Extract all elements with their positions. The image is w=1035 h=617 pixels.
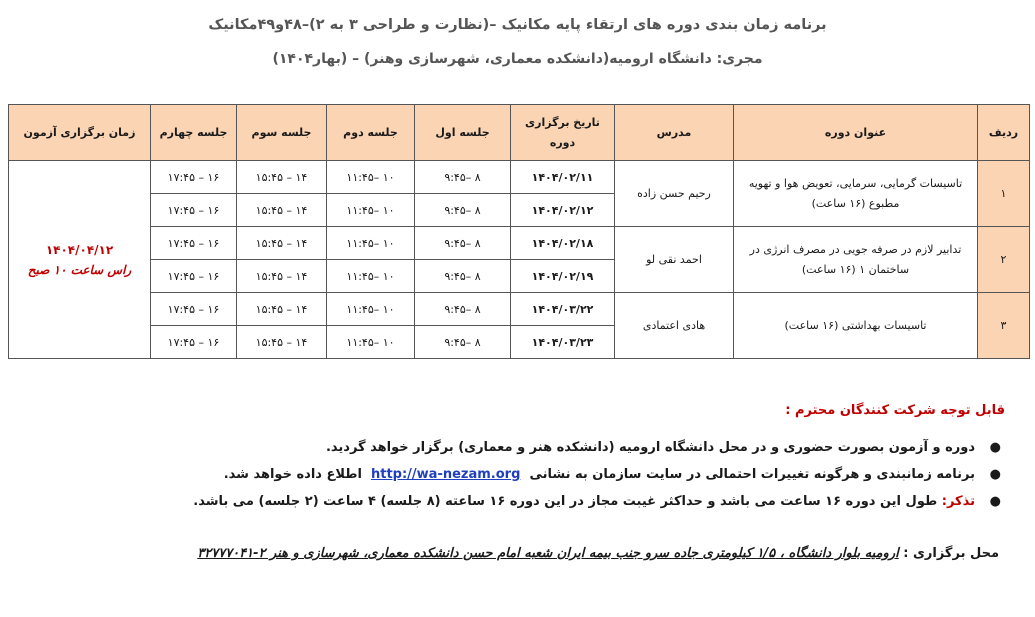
bullet-icon: ● (989, 494, 1001, 509)
header-course-title: عنوان دوره (734, 105, 978, 161)
cell-session1: ۸ –۹:۴۵ (415, 326, 511, 359)
cell-session3: ۱۴ – ۱۵:۴۵ (237, 161, 327, 194)
cell-session1: ۸ –۹:۴۵ (415, 227, 511, 260)
cell-date: ۱۴۰۴/۰۳/۲۲ (511, 293, 615, 326)
header-session3: جلسه سوم (237, 105, 327, 161)
notice-text: طول این دوره ۱۶ ساعت می باشد و حداکثر غیبت مجاز در این دوره ۱۶ ساعته (۸ جلسه) ۴ ساعت (۲ جلسه) می باشد. (193, 494, 938, 509)
header-session2: جلسه دوم (327, 105, 415, 161)
cell-session3: ۱۴ – ۱۵:۴۵ (237, 260, 327, 293)
cell-radif: ۱ (978, 161, 1030, 227)
table-row (9, 293, 1030, 326)
cell-teacher: رحیم حسن زاده (615, 161, 734, 227)
cell-session1: ۸ –۹:۴۵ (415, 293, 511, 326)
notice-list (25, 438, 1005, 519)
cell-session2: ۱۰ –۱۱:۴۵ (327, 260, 415, 293)
cell-course-title: تاسیسات گرمایی، سرمایی، تعویض هوا و تهویه مطبوع (۱۶ ساعت) (734, 161, 978, 227)
header-session1: جلسه اول (415, 105, 511, 161)
cell-session2: ۱۰ –۱۱:۴۵ (327, 161, 415, 194)
header-exam: زمان برگزاری آزمون (9, 105, 151, 161)
cell-course-title: تدابیر لازم در صرفه جویی در مصرف انرژی در ساختمان ۱ (۱۶ ساعت) (734, 227, 978, 293)
notice-text: اطلاع داده خواهد شد. (223, 467, 362, 482)
cell-teacher: احمد نقی لو (615, 227, 734, 293)
cell-session1: ۸ –۹:۴۵ (415, 260, 511, 293)
bullet-icon: ● (989, 467, 1001, 482)
cell-course-title: تاسیسات بهداشتی (۱۶ ساعت) (734, 293, 978, 359)
cell-date: ۱۴۰۴/۰۲/۱۹ (511, 260, 615, 293)
cell-session3: ۱۴ – ۱۵:۴۵ (237, 293, 327, 326)
page-subtitle: مجری: دانشگاه ارومیه(دانشکده معماری، شهرسازی وهنر) – (بهار۱۴۰۴) (272, 51, 763, 67)
cell-exam (9, 161, 151, 359)
venue-address (197, 543, 999, 565)
cell-session4: ۱۶ – ۱۷:۴۵ (151, 161, 237, 194)
cell-date: ۱۴۰۴/۰۲/۱۱ (511, 161, 615, 194)
table-row (9, 161, 1030, 194)
cell-session2: ۱۰ –۱۱:۴۵ (327, 326, 415, 359)
header-radif: ردیف (978, 105, 1030, 161)
bullet-icon: ● (989, 440, 1001, 455)
table-row (9, 227, 1030, 260)
list-item (25, 465, 1005, 485)
page-title: برنامه زمان بندی دوره های ارتقاء پایه مکانیک –(نظارت و طراحی ۳ به ۲)–۴۸و۴۹مکانیک (208, 17, 827, 33)
cell-date: ۱۴۰۴/۰۲/۱۲ (511, 194, 615, 227)
cell-teacher: هادی اعتمادی (615, 293, 734, 359)
website-link[interactable]: http://wa-nezam.org (370, 467, 521, 482)
cell-session4: ۱۶ – ۱۷:۴۵ (151, 227, 237, 260)
cell-session3: ۱۴ – ۱۵:۴۵ (237, 194, 327, 227)
cell-session2: ۱۰ –۱۱:۴۵ (327, 227, 415, 260)
list-item (25, 438, 1005, 458)
address-text: ارومیه بلوار دانشگاه ، ۱/۵ کیلومتری جاده سرو جنب بیمه ایران شعبه امام حسن دانشکده معماری، شهرسازی و هنر ۲-۳۲۷۷۷۰۴۱ (197, 546, 899, 561)
header-date: تاریخ برگزاری دوره (511, 105, 615, 161)
cell-radif: ۲ (978, 227, 1030, 293)
header-session4: جلسه چهارم (151, 105, 237, 161)
header-teacher: مدرس (615, 105, 734, 161)
reminder-label: تذکر: (941, 494, 975, 509)
list-item (25, 492, 1005, 512)
cell-session3: ۱۴ – ۱۵:۴۵ (237, 326, 327, 359)
cell-session4: ۱۶ – ۱۷:۴۵ (151, 260, 237, 293)
exam-date: ۱۴۰۴/۰۴/۱۲ (45, 242, 114, 257)
cell-session4: ۱۶ – ۱۷:۴۵ (151, 293, 237, 326)
cell-date: ۱۴۰۴/۰۲/۱۸ (511, 227, 615, 260)
page-header (0, 14, 1035, 70)
notice-text: دوره و آزمون بصورت حضوری و در محل دانشگاه ارومیه (دانشکده هنر و معماری) برگزار خواهد گردید. (325, 440, 975, 455)
cell-session1: ۸ –۹:۴۵ (415, 161, 511, 194)
table-header-row (9, 105, 1030, 161)
cell-session4: ۱۶ – ۱۷:۴۵ (151, 194, 237, 227)
cell-session1: ۸ –۹:۴۵ (415, 194, 511, 227)
cell-session2: ۱۰ –۱۱:۴۵ (327, 194, 415, 227)
cell-session4: ۱۶ – ۱۷:۴۵ (151, 326, 237, 359)
notice-text: برنامه زمانبندی و هرگونه تغییرات احتمالی در سایت سازمان به نشانی (529, 467, 975, 482)
schedule-table (8, 104, 1030, 359)
cell-date: ۱۴۰۴/۰۳/۲۳ (511, 326, 615, 359)
cell-session2: ۱۰ –۱۱:۴۵ (327, 293, 415, 326)
address-label: محل برگزاری : (903, 546, 999, 561)
cell-radif: ۳ (978, 293, 1030, 359)
cell-session3: ۱۴ – ۱۵:۴۵ (237, 227, 327, 260)
notice-heading: قابل توجه شرکت کنندگان محترم : (785, 403, 1005, 418)
exam-time: راس ساعت ۱۰ صبح (27, 262, 132, 277)
